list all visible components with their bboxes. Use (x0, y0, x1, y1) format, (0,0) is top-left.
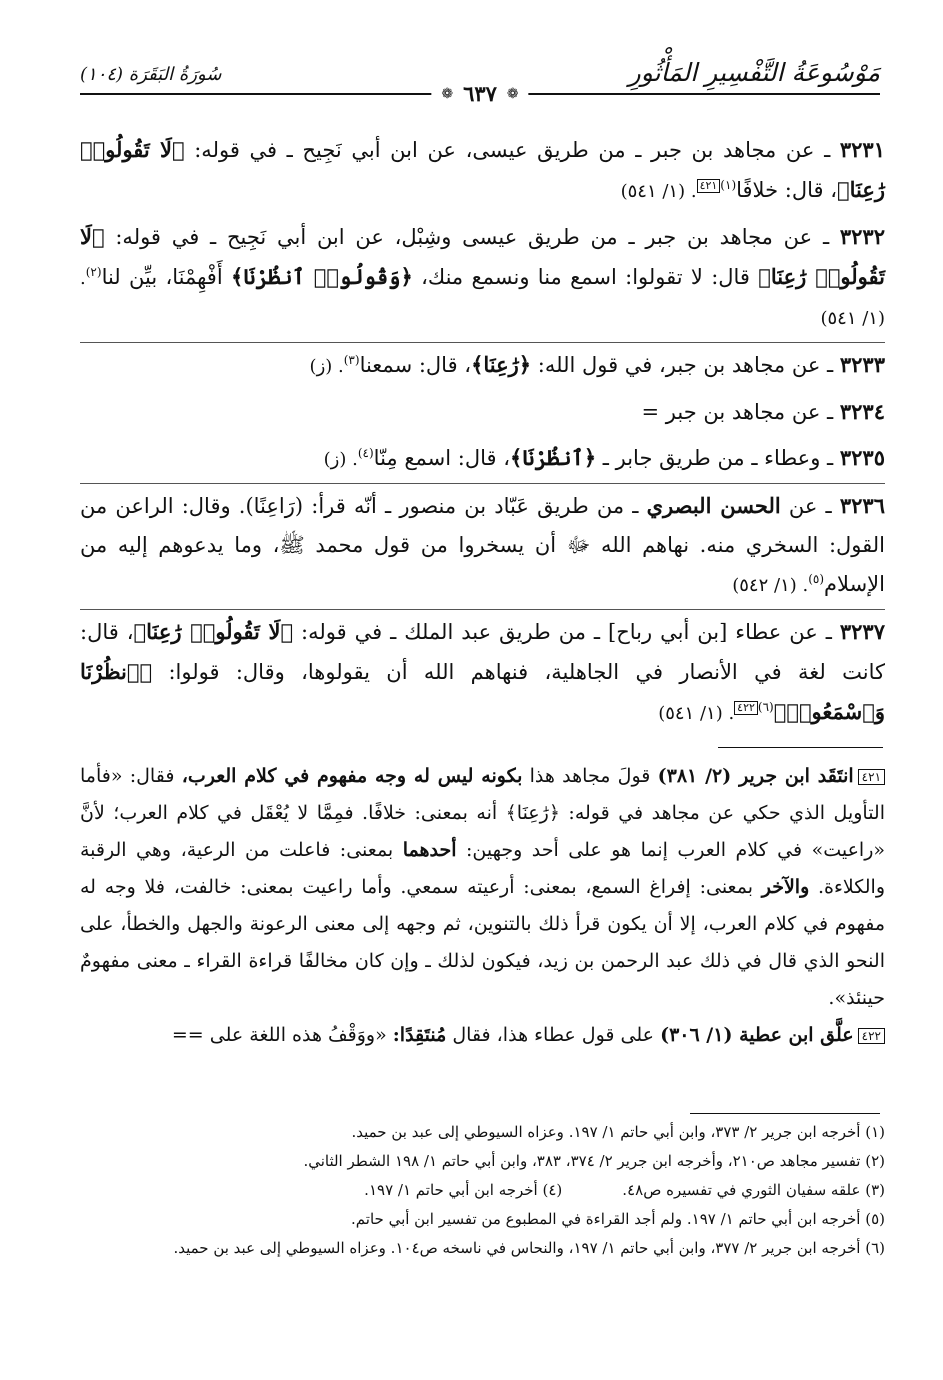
footnote: (٥) أخرجه ابن أبي حاتم ١/ ١٩٧. ولم أجد القراءة في المطبوع من تفسير ابن أبي حاتم. (351, 1210, 885, 1228)
entry-number: ٣٢٣١ (839, 137, 885, 162)
entry (80, 484, 885, 610)
entry-number: ٣٢٣٥ (839, 445, 885, 470)
footnotes-divider (690, 1113, 880, 1114)
surah-label: سُورَةُ البَقَرَة (١٠٤) (80, 64, 222, 85)
commentary-emphasis: مُنتَقِدًا: (392, 1024, 447, 1046)
commentary-lead: انتَقَد ابن جرير (٢/ ٣٨١) (657, 765, 854, 787)
volume-ref: . (١/ ٥٤١) (658, 703, 735, 724)
page-number: ٦٣٧ (463, 81, 497, 106)
commentary-text: بمعنى: فاعلت من الرعية، وهي الرقبة والكلاءة. (80, 839, 886, 898)
entry-text: ـ عن (780, 494, 840, 518)
footnote: (٢) تفسير مجاهد ص٢١٠، وأخرجه ابن جرير ٢/ ٣٧٤، ٣٨٣، وابن أبي حاتم ١/ ١٩٨ الشطر الثاني. (303, 1152, 885, 1170)
entry-number: ٣٢٣٣ (839, 352, 885, 377)
entry-text: ـ عن مجاهد بن جبر، في قول الله: (531, 353, 840, 377)
footnote-ref: (٣) (343, 353, 360, 367)
footnote: (٣) علقه سفيان الثوري في تفسيره ص٤٨. (622, 1181, 885, 1199)
quran-quote: ﴿ٱنظُرْنَا وَٱسْمَعُوا۟﴾ (80, 659, 885, 724)
quran-quote: ﴿ٱنظُرْنَا﴾ (509, 445, 597, 470)
commentary-note (80, 1017, 885, 1054)
volume-ref: . (١/ ٥٤١) (620, 181, 697, 202)
quran-quote: ﴿لَا تَقُولُوا۟ رَٰعِنَا﴾ (133, 619, 294, 644)
quran-quote: ﴿رَٰعِنَا﴾ (471, 352, 532, 377)
commentary-emphasis: والآخر (761, 876, 810, 898)
commentary-text: قولَ مجاهد هذا (522, 765, 658, 787)
entry (80, 343, 885, 390)
entry-text: ـ عن مجاهد بن جبر = (641, 400, 840, 424)
commentary-divider (718, 747, 883, 748)
entry-text: أَفْهِمْنَا، بيِّن لنا (101, 265, 231, 289)
entry-text: قال: لا تقولوا: اسمع منا ونسمع منك، (412, 265, 759, 289)
entry-text: ، قال: كانت لغة في الأنصار في الجاهلية، فنهاهم الله أن يقولوها، وقال: قولوا: (80, 620, 885, 684)
ornament-right-icon: ❁ (506, 85, 519, 102)
page-number-block (431, 81, 528, 106)
footnotes (80, 1118, 885, 1263)
commentary-number: ٤٢١ (858, 769, 885, 785)
entry-text: ، قال: سمعنا (359, 353, 472, 377)
entry (80, 215, 885, 343)
commentary-emphasis: أحدهما (402, 839, 457, 861)
ornament-left-icon: ❁ (441, 85, 454, 102)
footnote: (٤) أخرجه ابن أبي حاتم ١/ ١٩٧. (364, 1181, 563, 1199)
commentary-number: ٤٢٢ (858, 1028, 885, 1044)
narrator-name: الحسن البصري (646, 493, 781, 518)
entry-text: ـ عن مجاهد بن جبر ـ من طريق عيسى وشِبْل، عن ابن أبي نَجِيح ـ في قوله: (104, 225, 840, 249)
quran-quote: ﴿وَقُولُوا۟ ٱنظُرْنَا﴾ (230, 264, 413, 289)
footnote-ref: (١) (720, 178, 737, 192)
entry-number: ٣٢٣٧ (839, 619, 885, 644)
commentary-text: «ووَقْفُ هذه اللغة على == (171, 1024, 393, 1046)
quran-quote: ﴿لَا تَقُولُوا۟ رَٰعِنَا﴾ (80, 224, 885, 289)
volume-ref: . (١/ ٥٤٢) (732, 575, 809, 596)
footnote-row (80, 1176, 885, 1205)
volume-ref: . (١/ ٥٤١) (80, 268, 885, 329)
commentary-ref: ٤٢٢ (734, 701, 758, 715)
page-header (80, 50, 880, 112)
entry-text: ـ عن مجاهد بن جبر ـ من طريق عيسى، عن ابن أبي نَجِيح ـ في قوله: (184, 138, 840, 162)
entry-number: ٣٢٣٢ (839, 224, 885, 249)
commentary-emphasis: بكونه ليس له وجه مفهوم في كلام العرب، (181, 765, 523, 787)
volume-ref: . (ز) (323, 449, 358, 470)
commentary-lead: علَّق ابن عطية (١/ ٣٠٦) (660, 1024, 854, 1046)
entry-text: ، قال: خلافًا (736, 178, 837, 202)
entry-text: ـ عن عطاء [بن أبي رباح] ـ من طريق عبد الملك ـ في قوله: (293, 620, 840, 644)
footnote: (٦) أخرجه ابن جرير ٢/ ٣٧٧، وابن أبي حاتم ١/ ١٩٧، والنحاس في ناسخه ص١٠٤. وعزاه السيوطي إلى عبد بن حميد. (173, 1239, 885, 1257)
commentary-section (80, 758, 885, 1054)
commentary-text: بمعنى: إفراغ السمع، بمعنى: أرعيته سمعي. وأما راعيت بمعنى: خالفت، فلا وجه له مفهوم في كلام العرب، إلا أن يكون قرأ ذلك بالتنوين، ثم وجهه إلى معنى الرعونة والجهل والخطأ، على النحو الذي قال في ذلك عبد الرحمن بن زيد، فيكون لذلك ـ وإن كان مخالفًا قراءة القراء ـ معنى مفهومٌ حينئذ». (80, 876, 885, 1009)
commentary-ref: ٤٢١ (697, 179, 721, 193)
quran-quote: ﴿لَا تَقُولُوا۟ رَٰعِنَا﴾ (80, 137, 885, 202)
entry-number: ٣٢٣٤ (839, 399, 885, 424)
entry-text: ـ من طريق عَبّاد بن منصور ـ أنّه قرأ: (رَاعِنًا). وقال: الراعن من القول: السخري منه. نهاهم الله ﷻ أن يسخروا من قول محمد ﷺ، وما يدعوهم إليه من الإسلام (80, 494, 885, 596)
entry (80, 610, 885, 737)
footnote-ref: (٤) (357, 446, 374, 460)
commentary-text: على قول عطاء هذا، فقال (446, 1024, 661, 1046)
main-text (80, 128, 885, 737)
entry (80, 128, 885, 215)
entry-text: ـ وعطاء ـ من طريق جابر ـ (596, 446, 840, 470)
entry-text: ، قال: اسمع مِنّا (373, 446, 510, 470)
footnote-ref: (٥) (808, 572, 825, 586)
commentary-text: فقال: «فأما التأويل الذي حكي عن مجاهد في قوله: ﴿رَٰعِنَا﴾ أنه بمعنى: خلافًا. فمِمَّا لا يُعْقَل في كلام العرب؛ لأنَّ «راعيت» في كلام العرب إنما هو على أحد وجهين: (80, 765, 885, 861)
volume-ref: . (ز) (309, 356, 344, 377)
footnote-ref: (٦) (757, 700, 774, 714)
entry (80, 390, 885, 436)
book-title: مَوْسُوعَةُ التَّفْسِيرِ المَأْثُورِ (628, 58, 880, 87)
entry (80, 436, 885, 484)
footnote-ref: (٢) (85, 265, 102, 279)
footnote: (١) أخرجه ابن جرير ٢/ ٣٧٣، وابن أبي حاتم ١/ ١٩٧. وعزاه السيوطي إلى عبد بن حميد. (351, 1123, 885, 1141)
entry-number: ٣٢٣٦ (839, 493, 885, 518)
commentary-note (80, 758, 885, 1017)
